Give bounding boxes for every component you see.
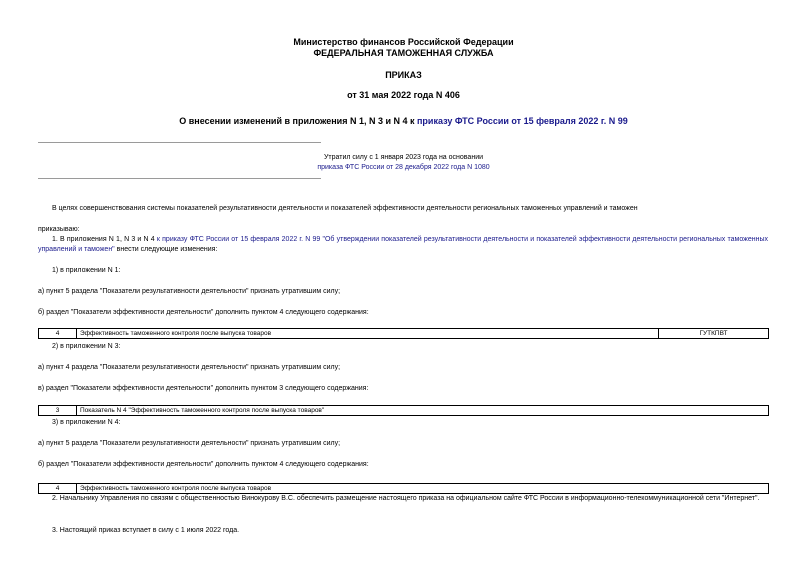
item-1-prefix: 1. В приложения N 1, N 3 и N 4 — [52, 236, 157, 243]
appendix-2-item-b: в) раздел "Показатели эффективности деятельности" дополнить пунктом 3 следующего содержания: — [38, 385, 369, 392]
appendix-2-heading: 2) в приложении N 3: — [52, 343, 121, 350]
item-3-paragraph: 3. Настоящий приказ вступает в силу с 1 июля 2022 года. — [52, 527, 240, 534]
appendix-1-item-a: а) пункт 5 раздела "Показатели результативности деятельности" признать утратившим силу; — [38, 288, 341, 295]
table-row — [39, 406, 769, 416]
table-appendix-2 — [38, 405, 769, 416]
table-cell-text: Показатель N 4 "Эффективность таможенного контроля после выпуска товаров" — [77, 406, 769, 416]
notice-line-1: Утратил силу с 1 января 2023 года на основании — [323, 154, 484, 161]
notice-link[interactable]: приказа ФТС России от 28 декабря 2022 года N 1080 — [317, 164, 490, 171]
table-row — [39, 329, 769, 339]
order-word: приказываю: — [38, 226, 80, 233]
table-cell-text: Эффективность таможенного контроля после выпуска товаров — [77, 329, 659, 339]
table-cell-num: 4 — [39, 484, 77, 494]
notice-rule-top — [38, 142, 321, 143]
appendix-3-item-b: б) раздел "Показатели эффективности деятельности" дополнить пунктом 4 следующего содержания: — [38, 461, 369, 468]
table-appendix-3 — [38, 483, 769, 494]
notice-rule-bottom — [38, 178, 321, 179]
table-row — [39, 484, 769, 494]
service-name: ФЕДЕРАЛЬНАЯ ТАМОЖЕННАЯ СЛУЖБА — [313, 48, 494, 58]
appendix-3-heading: 3) в приложении N 4: — [52, 419, 121, 426]
intro-paragraph: В целях совершенствования системы показателей результативности деятельности и показателей эффективности деятельности региональных таможенных управлений и таможен — [52, 205, 638, 212]
table-appendix-1 — [38, 328, 769, 339]
table-cell-num: 4 — [39, 329, 77, 339]
appendix-2-item-a: а) пункт 4 раздела "Показатели результативности деятельности" признать утратившим силу; — [38, 364, 341, 371]
doc-title-prefix: О внесении изменений в приложения N 1, N 3 и N 4 к — [179, 116, 417, 126]
item-1-suffix: внести следующие изменения: — [114, 246, 218, 253]
appendix-1-heading: 1) в приложении N 1: — [52, 267, 121, 274]
appendix-1-item-b: б) раздел "Показатели эффективности деятельности" дополнить пунктом 4 следующего содержания: — [38, 309, 369, 316]
ministry-name: Министерство финансов Российской Федерации — [293, 37, 514, 47]
title-link[interactable]: приказу ФТС России от 15 февраля 2022 г. N 99 — [417, 116, 628, 126]
table-cell-num: 3 — [39, 406, 77, 416]
table-cell-text: Эффективность таможенного контроля после выпуска товаров — [77, 484, 769, 494]
table-cell-code: ГУТКПВТ — [659, 329, 769, 339]
doc-type: ПРИКАЗ — [385, 70, 422, 80]
appendix-3-item-a: а) пункт 5 раздела "Показатели результативности деятельности" признать утратившим силу; — [38, 440, 341, 447]
doc-date: от 31 мая 2022 года N 406 — [347, 90, 460, 100]
notice-line-2 — [0, 163, 807, 172]
item-1-paragraph — [38, 235, 768, 255]
item-1-link[interactable]: к приказу ФТС России от 15 февраля 2022 г. N 99 "Об утверждении показателей результативности деятельности и показателей эффективности деятельности региональных таможенных управлений и таможен" — [38, 236, 768, 253]
item-2-paragraph: 2. Начальнику Управления по связям с общественностью Винокурову В.С. обеспечить размещение настоящего приказа на официальном сайте ФТС России в информационно-телекоммуникационной сети "Интернет". — [52, 495, 760, 502]
doc-title — [0, 116, 807, 126]
